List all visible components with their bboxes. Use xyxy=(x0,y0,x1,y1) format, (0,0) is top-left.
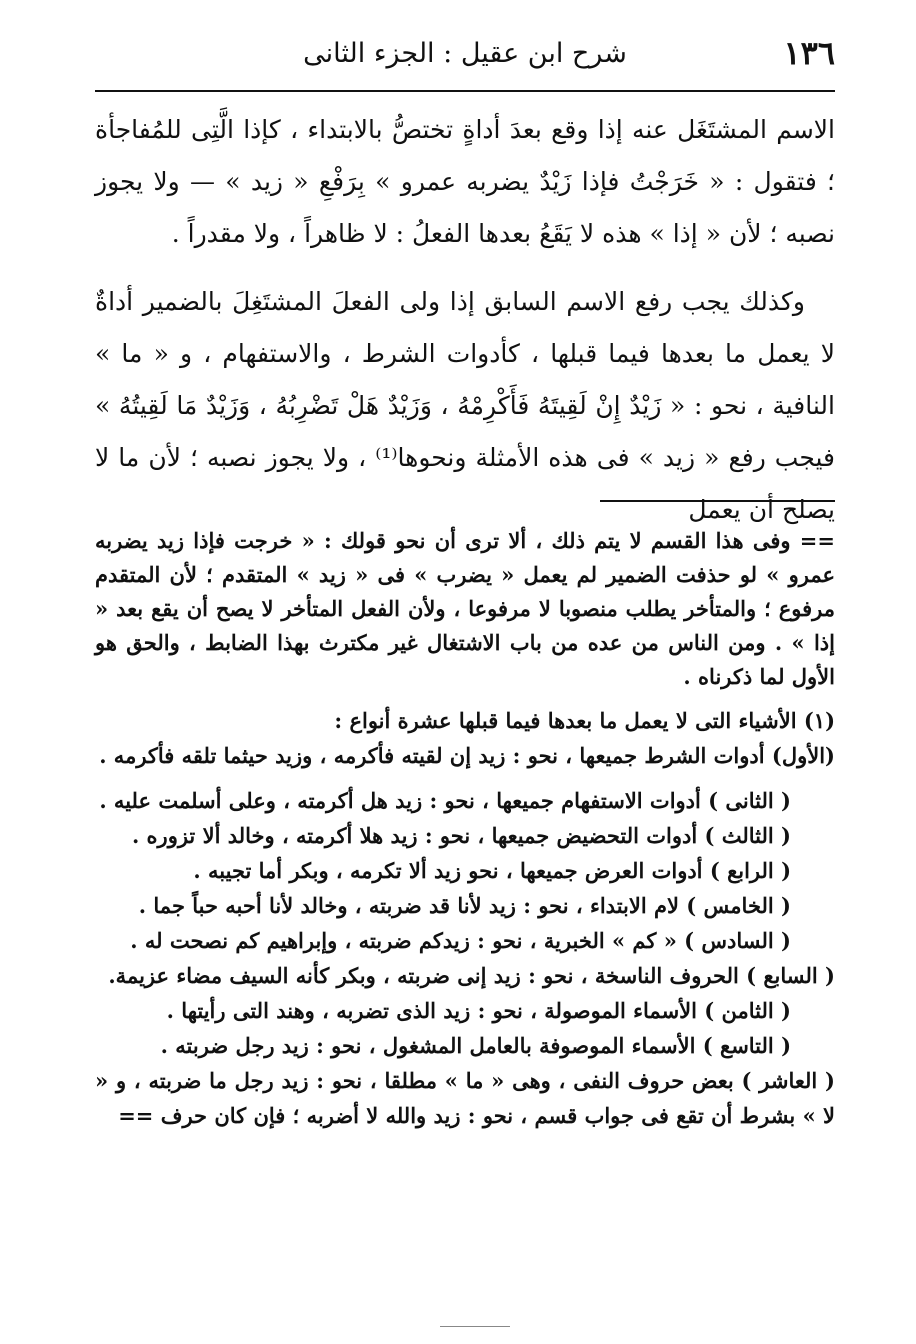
footnote-list-item: ( الثامن ) الأسماء الموصولة ، نحو : زيد الذى تضربه ، وهند التى رأيتها . xyxy=(166,998,791,1023)
footnote-separator xyxy=(600,500,835,502)
page-number: ١٣٦ xyxy=(783,34,835,72)
page-header xyxy=(95,32,835,82)
main-paragraph: الاسم المشتَغَل عنه إذا وقع بعدَ أداةٍ تختصُّ بالابتداء ، كإذا الَّتِى للمُفاجأة ؛ فتقول : « خَرَجْتُ فإذا زَيْدٌ يضربه عمرو » بِرَفْعِ « زيد » — ولا يجوز نصبه ؛ لأن « إذا » هذه لا يَقَعُ بعدها الفعلُ : لا ظاهراً ، ولا مقدراً . xyxy=(95,115,835,248)
footnote-1-list xyxy=(95,738,835,1133)
bottom-mark xyxy=(440,1326,510,1327)
footnote-list-item: ( السابع ) الحروف الناسخة ، نحو : زيد إنى ضربته ، وبكر كأنه السيف مضاء عزيمة. xyxy=(108,963,835,988)
main-paragraph: وكذلك يجب رفع الاسم السابق إذا ولى الفعلَ المشتَغِلَ بالضمير أداةٌ لا يعمل ما بعدها فيما قبلها ، كأدوات الشرط ، والاستفهام ، و « ما » النافية ، نحو : « زَيْدٌ إِنْ لَقِيتَهُ فَأَكْرِمْهُ ، وَزَيْدٌ هَلْ تَضْرِبُهُ ، وَزَيْدٌ مَا لَقِيتُهُ » فيجب رفع « زيد » فى هذه الأمثلة ونحوها⁽¹⁾ ، ولا يجوز نصبه ؛ لأن ما لا يصلح أن يعمل xyxy=(95,287,835,524)
footnote-continuation: == وفى هذا القسم لا يتم ذلك ، ألا ترى أن نحو قولك : « خرجت فإذا زيد يضربه عمرو » لو حذفت الضمير لم يعمل « يضرب » فى « زيد » المتقدم ؛ لأن المتقدم مرفوع ؛ والمتأخر يطلب منصوبا لا مرفوعا ، ولأن الفعل المتأخر لا يصح أن يقع بعد « إذا » . ومن الناس من عده من باب الاشتغال غير مكترث بهذا الضابط ، والحق هو الأول لما ذكرناه . xyxy=(95,528,835,689)
footnote-list-item: ( الرابع ) أدوات العرض جميعها ، نحو زيد ألا تكرمه ، وبكر أما تجيبه . xyxy=(193,858,791,883)
footnotes xyxy=(95,524,835,1133)
footnote-list-item: ( التاسع ) الأسماء الموصوفة بالعامل المشغول ، نحو : زيد رجل ضربته . xyxy=(160,1033,791,1058)
footnote-list-item: ( الثانى ) أدوات الاستفهام جميعها ، نحو : زيد هل أكرمته ، وعلى أسلمت عليه . xyxy=(99,788,791,813)
footnote-list-item: ( الثالث ) أدوات التحضيض جميعها ، نحو : زيد هلا أكرمته ، وخالد ألا تزوره . xyxy=(131,823,791,848)
header-rule xyxy=(95,90,835,92)
footnote-list-item: ( الخامس ) لام الابتداء ، نحو : زيد لأنا قد ضربته ، وخالد لأنا أحبه حباً جما . xyxy=(138,893,791,918)
footnote-1-intro: (١) الأشياء التى لا يعمل ما بعدها فيما قبلها عشرة أنواع : xyxy=(334,708,835,733)
footnote-list-item: (الأول) أدوات الشرط جميعها ، نحو : زيد إن لقيته فأكرمه ، وزيد حيثما تلقه فأكرمه . xyxy=(99,743,835,768)
main-text xyxy=(95,104,835,536)
footnote-list-item: ( العاشر ) بعض حروف النفى ، وهى « ما » مطلقا ، نحو : زيد رجل ما ضربته ، و « لا » بشرط أن تقع فى جواب قسم ، نحو : زيد والله لا أضربه ؛ فإن كان حرف == xyxy=(95,1068,835,1128)
running-title: شرح ابن عقيل : الجزء الثانى xyxy=(303,38,627,69)
footnote-list-item: ( السادس ) « كم » الخبرية ، نحو : زيدكم ضربته ، وإبراهيم كم نصحت له . xyxy=(130,928,791,953)
